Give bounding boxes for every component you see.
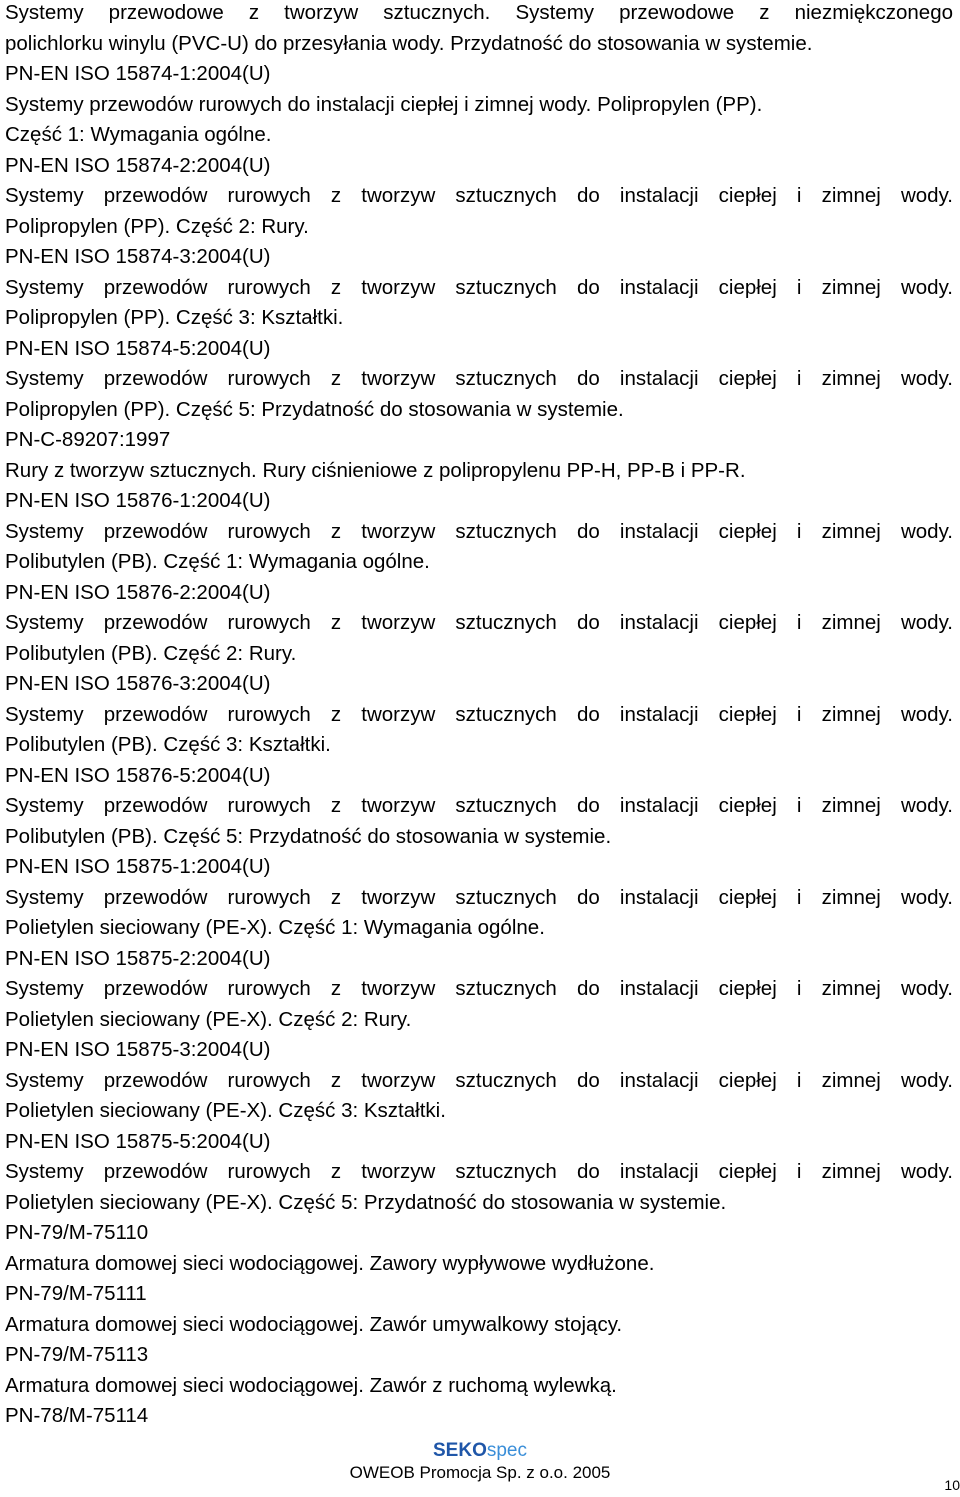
standard-title: Systemy przewodów rurowych z tworzyw sztucznych do instalacji ciepłej i zimnej wody. bbox=[5, 977, 953, 1000]
standard-title: Systemy przewodów rurowych z tworzyw sztucznych do instalacji ciepłej i zimnej wody. bbox=[5, 794, 953, 817]
standard-title: polichlorku winylu (PVC-U) do przesyłania wody. Przydatność do stosowania w systemie. bbox=[5, 31, 813, 55]
standard-title: Armatura domowej sieci wodociągowej. Zawory wypływowe wydłużone. bbox=[5, 1251, 655, 1275]
standard-code: PN-EN ISO 15876-3:2004(U) bbox=[5, 672, 271, 695]
standard-code: PN-EN ISO 15876-5:2004(U) bbox=[5, 763, 271, 787]
standards-list bbox=[5, 0, 953, 1432]
standard-title: Część 1: Wymagania ogólne. bbox=[5, 123, 272, 146]
standard-code: PN-C-89207:1997 bbox=[5, 428, 171, 451]
standard-title: Polietylen sieciowany (PE-X). Część 1: Wymagania ogólne. bbox=[5, 916, 545, 939]
standard-title: Polietylen sieciowany (PE-X). Część 3: Kształtki. bbox=[5, 1099, 446, 1122]
standard-code: PN-79/M-75111 bbox=[5, 1282, 147, 1305]
standard-title: Polietylen sieciowany (PE-X). Część 2: Rury. bbox=[5, 1007, 412, 1031]
standard-title: Systemy przewodów rurowych z tworzyw sztucznych do instalacji ciepłej i zimnej wody. bbox=[5, 184, 953, 207]
standard-code: PN-EN ISO 15876-2:2004(U) bbox=[5, 580, 271, 604]
standard-code: PN-EN ISO 15876-1:2004(U) bbox=[5, 489, 271, 512]
standard-code: PN-EN ISO 15874-5:2004(U) bbox=[5, 336, 271, 360]
standard-title: Polipropylen (PP). Część 5: Przydatność do stosowania w systemie. bbox=[5, 397, 624, 421]
standard-title: Systemy przewodów rurowych z tworzyw sztucznych do instalacji ciepłej i zimnej wody. bbox=[5, 702, 953, 726]
standard-title: Systemy przewodów rurowych do instalacji ciepłej i zimnej wody. Polipropylen (PP). bbox=[5, 92, 763, 116]
standard-title: Polibutylen (PB). Część 5: Przydatność do stosowania w systemie. bbox=[5, 824, 612, 848]
logo-part-seko: SEKO bbox=[433, 1440, 487, 1461]
standard-title: Systemy przewodów rurowych z tworzyw sztucznych do instalacji ciepłej i zimnej wody. bbox=[5, 275, 953, 299]
standard-code: PN-EN ISO 15874-1:2004(U) bbox=[5, 62, 271, 85]
standard-title: Systemy przewodów rurowych z tworzyw sztucznych do instalacji ciepłej i zimnej wody. bbox=[5, 885, 953, 909]
standard-title: Systemy przewodów rurowych z tworzyw sztucznych do instalacji ciepłej i zimnej wody. bbox=[5, 1160, 953, 1183]
standard-code: PN-EN ISO 15874-3:2004(U) bbox=[5, 245, 271, 268]
standard-title: Armatura domowej sieci wodociągowej. Zawór z ruchomą wylewką. bbox=[5, 1373, 617, 1397]
standard-code: PN-EN ISO 15874-2:2004(U) bbox=[5, 153, 271, 177]
standard-code: PN-EN ISO 15875-1:2004(U) bbox=[5, 855, 271, 878]
standard-title: Polibutylen (PB). Część 3: Kształtki. bbox=[5, 733, 331, 756]
standard-title: Polipropylen (PP). Część 2: Rury. bbox=[5, 214, 309, 238]
standard-code: PN-79/M-75113 bbox=[5, 1343, 149, 1366]
standard-code: PN-EN ISO 15875-2:2004(U) bbox=[5, 946, 271, 970]
standard-title: Systemy przewodów rurowych z tworzyw sztucznych do instalacji ciepłej i zimnej wody. bbox=[5, 367, 953, 390]
standard-title: Rury z tworzyw sztucznych. Rury ciśnieniowe z polipropylenu PP-H, PP-B i PP-R. bbox=[5, 458, 746, 482]
standard-code: PN-EN ISO 15875-5:2004(U) bbox=[5, 1129, 271, 1153]
standard-title: Systemy przewodów rurowych z tworzyw sztucznych do instalacji ciepłej i zimnej wody. bbox=[5, 1068, 953, 1092]
standard-title: Systemy przewodów rurowych z tworzyw sztucznych do instalacji ciepłej i zimnej wody. bbox=[5, 519, 953, 543]
footer-organization: OWEOB Promocja Sp. z o.o. 2005 bbox=[349, 1463, 611, 1482]
standard-title: Polietylen sieciowany (PE-X). Część 5: Przydatność do stosowania w systemie. bbox=[5, 1190, 727, 1214]
logo-part-spec: spec bbox=[486, 1440, 527, 1461]
standard-title: Systemy przewodów rurowych z tworzyw sztucznych do instalacji ciepłej i zimnej wody. bbox=[5, 611, 953, 634]
standard-title: Polibutylen (PB). Część 1: Wymagania ogólne. bbox=[5, 550, 430, 573]
sekospec-logo bbox=[0, 1440, 960, 1462]
standard-title: Armatura domowej sieci wodociągowej. Zawór umywalkowy stojący. bbox=[5, 1312, 623, 1336]
standard-title: Polibutylen (PB). Część 2: Rury. bbox=[5, 641, 297, 665]
standard-title: Polipropylen (PP). Część 3: Kształtki. bbox=[5, 306, 344, 329]
standard-code: PN-79/M-75110 bbox=[5, 1221, 149, 1244]
standard-title: Systemy przewodowe z tworzyw sztucznych. Systemy przewodowe z niezmiękczonego bbox=[5, 1, 953, 24]
standard-code: PN-EN ISO 15875-3:2004(U) bbox=[5, 1038, 271, 1061]
page-number: 10 bbox=[944, 1477, 960, 1493]
standard-code: PN-78/M-75114 bbox=[5, 1404, 149, 1427]
